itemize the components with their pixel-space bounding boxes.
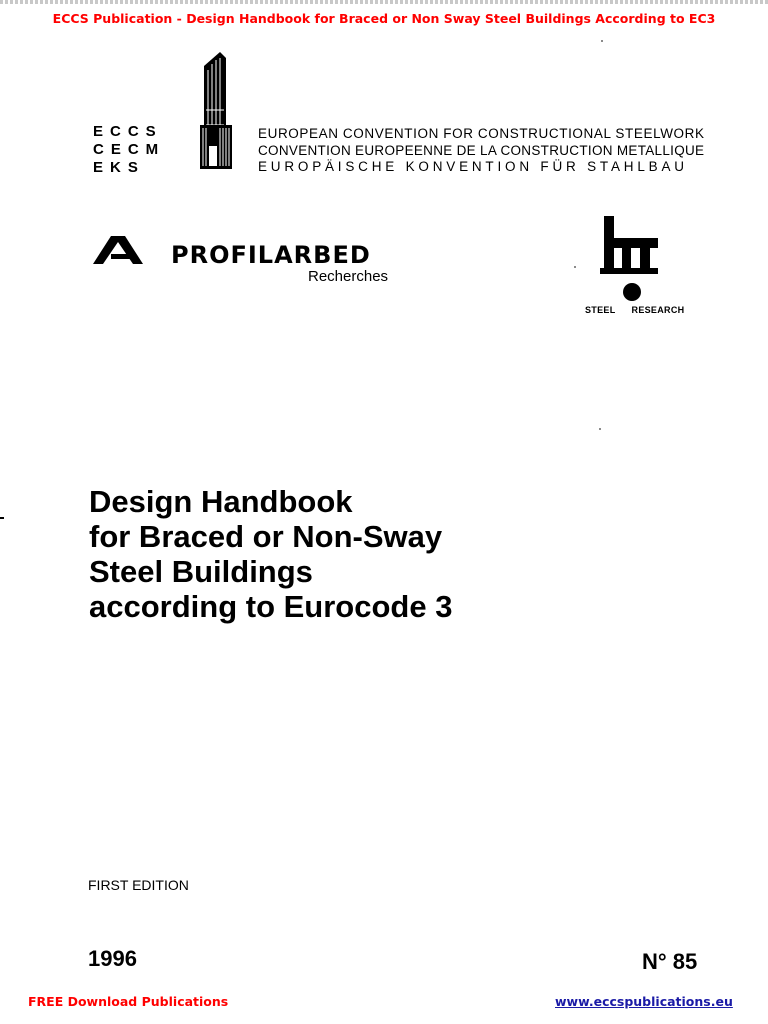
eccs-tower-logo <box>190 50 236 172</box>
eccs-publications-link[interactable]: www.eccspublications.eu <box>555 994 733 1009</box>
document-title <box>89 484 452 624</box>
title-line-1: Design Handbook <box>89 484 353 519</box>
free-download-text: FREE Download Publications <box>28 994 229 1009</box>
edition-label: FIRST EDITION <box>88 877 189 893</box>
profilarbed-logo <box>93 236 503 268</box>
arbed-logo-wordmark: PROFILARBED <box>171 241 371 268</box>
scan-speck <box>574 266 576 268</box>
margin-mark <box>0 517 4 519</box>
publication-year: 1996 <box>88 946 137 971</box>
convention-german: EUROPÄISCHE KONVENTION FÜR STAHLBAU <box>258 159 688 174</box>
publication-banner: ECCS Publication - Design Handbook for Braced or Non Sway Steel Buildings According to EC3 <box>52 11 716 26</box>
steel-research-logo <box>600 216 662 302</box>
eccs-abbr-2: CECM <box>93 141 166 158</box>
research-label: RESEARCH <box>631 305 685 315</box>
eccs-abbr-3: EKS <box>93 159 145 176</box>
steel-label: STEEL <box>585 305 616 315</box>
steel-research-label <box>585 305 684 315</box>
scan-speck <box>601 40 603 42</box>
eccs-abbr-1: ECCS <box>93 123 163 140</box>
scan-speck <box>599 428 601 430</box>
eccs-abbreviations <box>93 123 165 177</box>
convention-names <box>258 126 705 176</box>
title-line-2: for Braced or Non-Sway <box>89 519 443 554</box>
convention-french: CONVENTION EUROPEENNE DE LA CONSTRUCTION METALLIQUE <box>258 142 705 158</box>
arbed-subtitle: Recherches <box>308 268 389 285</box>
top-dotted-rule <box>0 0 768 4</box>
title-line-4: according to Eurocode 3 <box>89 589 453 624</box>
publication-number: N° 85 <box>642 949 698 974</box>
convention-english: EUROPEAN CONVENTION FOR CONSTRUCTIONAL STEELWORK <box>258 126 705 141</box>
title-line-3: Steel Buildings <box>89 554 313 589</box>
